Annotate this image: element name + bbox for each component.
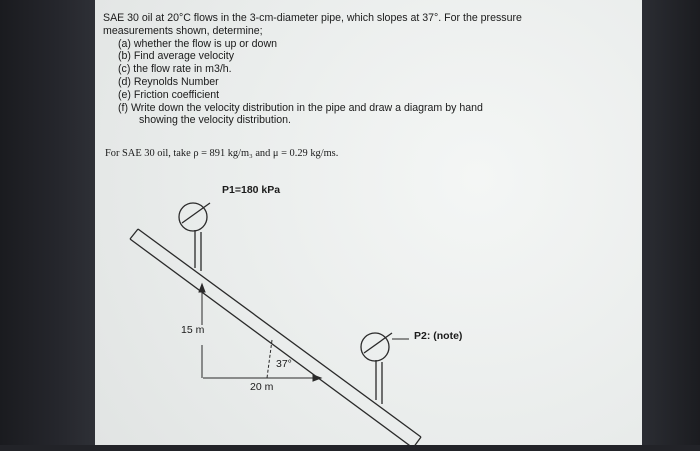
monitor-right-edge (642, 0, 700, 451)
intro-line-1: SAE 30 oil at 20°C flows in the 3-cm-diameter pipe, which slopes at 37°. For the pressure (103, 12, 522, 24)
part-a: (a) whether the flow is up or down (118, 37, 277, 50)
monitor-bottom-edge (0, 445, 700, 451)
gauge-1-dial (179, 203, 207, 231)
length-label: 20 m (250, 381, 274, 393)
part-c: (c) the flow rate in m3/h. (118, 63, 232, 76)
gauge-2-dial (361, 333, 389, 361)
part-e: (e) Friction coefficient (118, 88, 220, 101)
monitor-left-edge (0, 0, 95, 451)
p1-label: P1=180 kPa (222, 184, 281, 196)
part-d: (d) Reynolds Number (118, 75, 219, 88)
height-label: 15 m (181, 324, 205, 336)
pipe-right-end (413, 437, 421, 445)
part-f-continuation: showing the velocity distribution. (139, 114, 291, 127)
pressure-gauge-2 (361, 333, 392, 404)
pressure-gauge-1 (179, 203, 210, 271)
part-f: (f) Write down the velocity distribution in the pipe and draw a diagram by hand (118, 101, 483, 114)
angle-label: 37° (276, 358, 292, 370)
intro-line-2: measurements shown, determine; (103, 24, 263, 37)
p2-label: P2: (note) (414, 330, 463, 342)
fluid-properties: For SAE 30 oil, take ρ = 891 kg/m₃ and μ = 0.29 kg/ms. (105, 148, 339, 159)
part-b: (b) Find average velocity (118, 50, 234, 63)
pipe-left-end (130, 229, 138, 239)
angle-reference-line (267, 340, 272, 378)
problem-sheet (95, 0, 642, 445)
pipe-diagram (95, 0, 642, 445)
